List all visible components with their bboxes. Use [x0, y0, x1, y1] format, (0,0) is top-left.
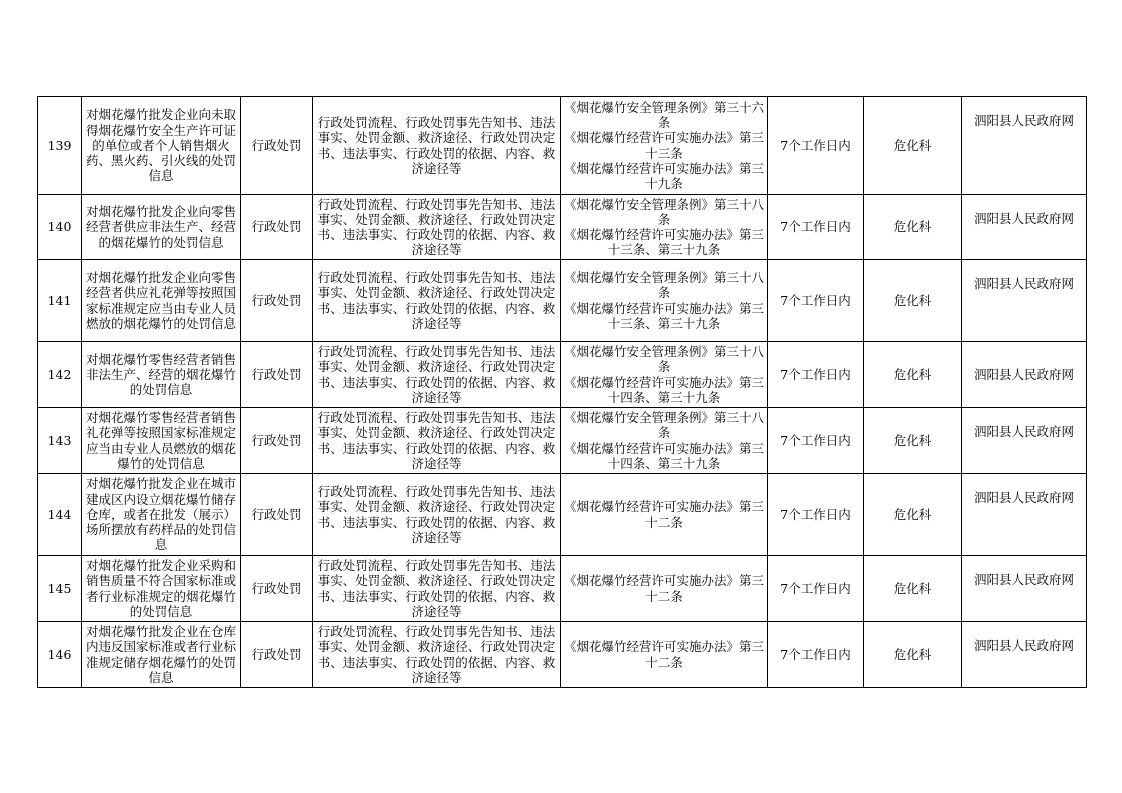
- table-row: [38, 260, 1087, 342]
- department: 危化科: [864, 474, 962, 556]
- table-row: [38, 195, 1087, 260]
- time-limit: 7个工作日内: [768, 97, 864, 195]
- time-limit: 7个工作日内: [768, 342, 864, 408]
- legal-basis: [561, 97, 768, 195]
- item-category: 行政处罚: [241, 622, 313, 688]
- disclosure-channel: 泗阳县人民政府网: [962, 408, 1087, 474]
- item-name: 对烟花爆竹批发企业向未取得烟花爆竹安全生产许可证的单位或者个人销售烟火药、黑火药、引火线的处罚信息: [82, 97, 241, 195]
- disclosure-channel: 泗阳县人民政府网: [962, 97, 1087, 195]
- disclosure-table: [37, 96, 1087, 688]
- basis-line: 《烟花爆竹经营许可实施办法》第三十三条、第三十九条: [563, 227, 764, 258]
- basis-line: 《烟花爆竹经营许可实施办法》第三十二条: [563, 573, 764, 604]
- time-limit: 7个工作日内: [768, 474, 864, 556]
- disclosure-channel: 泗阳县人民政府网: [962, 342, 1087, 408]
- table-row: [38, 622, 1087, 688]
- department: 危化科: [864, 195, 962, 260]
- item-name: 对烟花爆竹批发企业向零售经营者供应非法生产、经营的烟花爆竹的处罚信息: [82, 195, 241, 260]
- department: 危化科: [864, 97, 962, 195]
- row-number: 146: [38, 622, 82, 688]
- legal-basis: [561, 342, 768, 408]
- item-category: 行政处罚: [241, 474, 313, 556]
- legal-basis: [561, 260, 768, 342]
- item-name: 对烟花爆竹零售经营者销售非法生产、经营的烟花爆竹的处罚信息: [82, 342, 241, 408]
- row-number: 145: [38, 556, 82, 622]
- department: 危化科: [864, 260, 962, 342]
- item-category: 行政处罚: [241, 556, 313, 622]
- item-name: 对烟花爆竹批发企业在城市建成区内设立烟花爆竹储存仓库，或者在批发（展示）场所摆放有药样品的处罚信息: [82, 474, 241, 556]
- basis-line: 《烟花爆竹经营许可实施办法》第三十三条: [563, 130, 764, 161]
- basis-line: 《烟花爆竹经营许可实施办法》第三十二条: [563, 639, 764, 670]
- legal-basis: [561, 622, 768, 688]
- disclosure-channel: 泗阳县人民政府网: [962, 195, 1087, 260]
- item-category: 行政处罚: [241, 342, 313, 408]
- item-category: 行政处罚: [241, 260, 313, 342]
- row-number: 144: [38, 474, 82, 556]
- item-name: 对烟花爆竹批发企业向零售经营者供应礼花弹等按照国家标准规定应当由专业人员燃放的烟花爆竹的处罚信息: [82, 260, 241, 342]
- row-number: 142: [38, 342, 82, 408]
- basis-line: 《烟花爆竹安全管理条例》第三十六条: [563, 99, 764, 131]
- basis-line: 《烟花爆竹经营许可实施办法》第三十四条、第三十九条: [563, 440, 764, 471]
- disclosure-content: 行政处罚流程、行政处罚事先告知书、违法事实、处罚金额、救济途径、行政处罚决定书、违法事实、行政处罚的依据、内容、救济途径等: [313, 408, 561, 474]
- item-category: 行政处罚: [241, 97, 313, 195]
- row-number: 141: [38, 260, 82, 342]
- disclosure-content: 行政处罚流程、行政处罚事先告知书、违法事实、处罚金额、救济途径、行政处罚决定书、违法事实、行政处罚的依据、内容、救济途径等: [313, 260, 561, 342]
- item-category: 行政处罚: [241, 195, 313, 260]
- time-limit: 7个工作日内: [768, 622, 864, 688]
- legal-basis: [561, 474, 768, 556]
- department: 危化科: [864, 342, 962, 408]
- basis-line: 《烟花爆竹经营许可实施办法》第三十三条、第三十九条: [563, 300, 764, 331]
- item-category: 行政处罚: [241, 408, 313, 474]
- time-limit: 7个工作日内: [768, 195, 864, 260]
- disclosure-content: 行政处罚流程、行政处罚事先告知书、违法事实、处罚金额、救济途径、行政处罚决定书、违法事实、行政处罚的依据、内容、救济途径等: [313, 622, 561, 688]
- disclosure-content: 行政处罚流程、行政处罚事先告知书、违法事实、处罚金额、救济途径、行政处罚决定书、违法事实、行政处罚的依据、内容、救济途径等: [313, 342, 561, 408]
- item-name: 对烟花爆竹批发企业采购和销售质量不符合国家标准或者行业标准规定的烟花爆竹的处罚信息: [82, 556, 241, 622]
- department: 危化科: [864, 622, 962, 688]
- table-row: [38, 474, 1087, 556]
- row-number: 140: [38, 195, 82, 260]
- disclosure-channel: 泗阳县人民政府网: [962, 622, 1087, 688]
- disclosure-channel: 泗阳县人民政府网: [962, 260, 1087, 342]
- basis-line: 《烟花爆竹经营许可实施办法》第三十四条、第三十九条: [563, 374, 764, 405]
- basis-line: 《烟花爆竹安全管理条例》第三十八条: [563, 196, 764, 227]
- item-name: 对烟花爆竹零售经营者销售礼花弹等按照国家标准规定应当由专业人员燃放的烟花爆竹的处罚信息: [82, 408, 241, 474]
- basis-line: 《烟花爆竹安全管理条例》第三十八条: [563, 410, 764, 441]
- legal-basis: [561, 556, 768, 622]
- item-name: 对烟花爆竹批发企业在仓库内违反国家标准或者行业标准规定储存烟花爆竹的处罚信息: [82, 622, 241, 688]
- table-row: [38, 342, 1087, 408]
- table-row: [38, 97, 1087, 195]
- table-row: [38, 408, 1087, 474]
- time-limit: 7个工作日内: [768, 260, 864, 342]
- disclosure-content: 行政处罚流程、行政处罚事先告知书、违法事实、处罚金额、救济途径、行政处罚决定书、违法事实、行政处罚的依据、内容、救济途径等: [313, 195, 561, 260]
- disclosure-content: 行政处罚流程、行政处罚事先告知书、违法事实、处罚金额、救济途径、行政处罚决定书、违法事实、行政处罚的依据、内容、救济途径等: [313, 556, 561, 622]
- row-number: 139: [38, 97, 82, 195]
- disclosure-channel: 泗阳县人民政府网: [962, 556, 1087, 622]
- department: 危化科: [864, 408, 962, 474]
- disclosure-content: 行政处罚流程、行政处罚事先告知书、违法事实、处罚金额、救济途径、行政处罚决定书、违法事实、行政处罚的依据、内容、救济途径等: [313, 474, 561, 556]
- basis-line: 《烟花爆竹经营许可实施办法》第三十九条: [563, 160, 764, 191]
- disclosure-content: 行政处罚流程、行政处罚事先告知书、违法事实、处罚金额、救济途径、行政处罚决定书、违法事实、行政处罚的依据、内容、救济途径等: [313, 97, 561, 195]
- department: 危化科: [864, 556, 962, 622]
- time-limit: 7个工作日内: [768, 556, 864, 622]
- table-row: [38, 556, 1087, 622]
- legal-basis: [561, 408, 768, 474]
- disclosure-channel: 泗阳县人民政府网: [962, 474, 1087, 556]
- legal-basis: [561, 195, 768, 260]
- row-number: 143: [38, 408, 82, 474]
- basis-line: 《烟花爆竹安全管理条例》第三十八条: [563, 270, 764, 301]
- basis-line: 《烟花爆竹安全管理条例》第三十八条: [563, 344, 764, 375]
- basis-line: 《烟花爆竹经营许可实施办法》第三十二条: [563, 499, 764, 530]
- time-limit: 7个工作日内: [768, 408, 864, 474]
